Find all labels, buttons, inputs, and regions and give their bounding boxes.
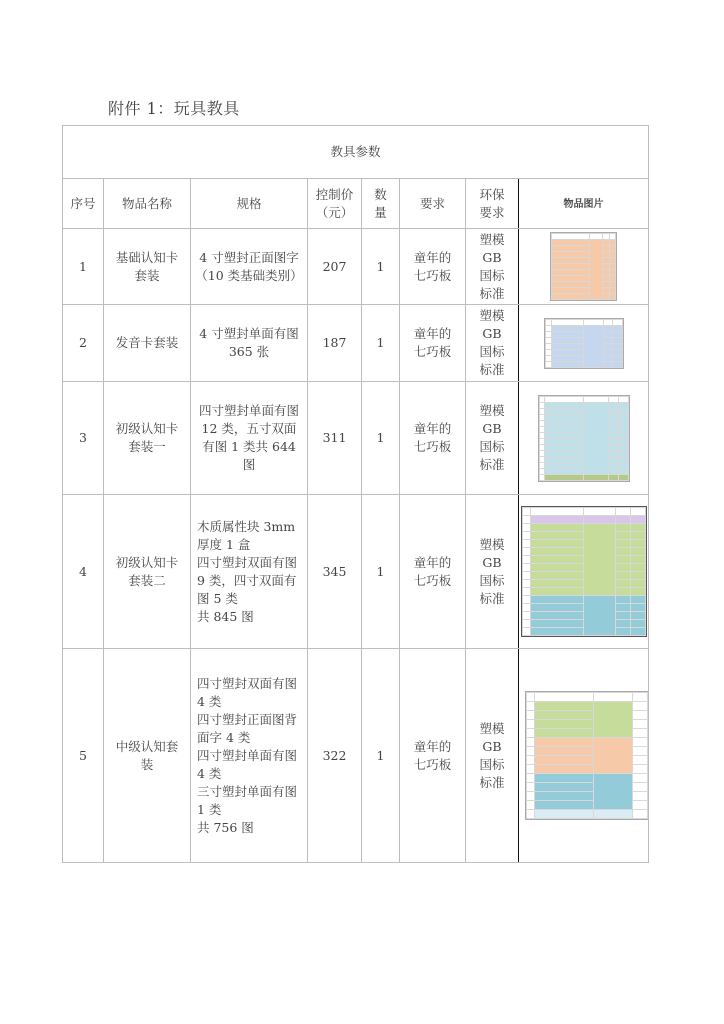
- row-eco: 塑模GB 国标标准: [466, 229, 519, 305]
- row-eco: 塑模GB 国标标准: [466, 495, 519, 649]
- table-row: [63, 495, 649, 649]
- header-price: 控制价（元）: [308, 179, 362, 229]
- row-qty: 1: [362, 649, 400, 863]
- header-spec: 规格: [191, 179, 308, 229]
- thumbnail-table-lightblue-icon: [538, 395, 630, 482]
- row-eco: 塑模GB 国标标准: [466, 649, 519, 863]
- table-row: [63, 382, 649, 495]
- row-image: [519, 495, 649, 649]
- row-image: [519, 649, 649, 863]
- table-row: [63, 305, 649, 382]
- thumbnail-table-orange-icon: [550, 232, 617, 301]
- thumbnail-table-multicolor-icon: [525, 691, 648, 820]
- row-qty: 1: [362, 382, 400, 495]
- row-qty: 1: [362, 229, 400, 305]
- row-price: 207: [308, 229, 362, 305]
- row-qty: 1: [362, 305, 400, 382]
- row-index: 2: [63, 305, 104, 382]
- thumbnail-table-green-blue-icon: [521, 506, 647, 637]
- header-name: 物品名称: [104, 179, 191, 229]
- row-eco: 塑模GB 国标标准: [466, 382, 519, 495]
- row-index: 1: [63, 229, 104, 305]
- header-image: 物品图片: [519, 179, 649, 229]
- row-eco: 塑模GB 国标标准: [466, 305, 519, 382]
- row-index: 4: [63, 495, 104, 649]
- row-requirement: 童年的七巧板: [400, 649, 466, 863]
- row-index: 5: [63, 649, 104, 863]
- header-row: [63, 179, 649, 229]
- row-name: 初级认知卡套装一: [104, 382, 191, 495]
- row-price: 311: [308, 382, 362, 495]
- header-requirement: 要求: [400, 179, 466, 229]
- row-qty: 1: [362, 495, 400, 649]
- row-requirement: 童年的七巧板: [400, 305, 466, 382]
- table-row: [63, 229, 649, 305]
- thumbnail-table-blue-icon: [544, 318, 624, 369]
- row-spec: 4 寸塑封正面图字 （10 类基础类别）: [191, 229, 308, 305]
- table-row: [63, 649, 649, 863]
- row-price: 187: [308, 305, 362, 382]
- row-requirement: 童年的七巧板: [400, 382, 466, 495]
- row-spec: 四寸塑封双面有图 4 类 四寸塑封正面图背面字 4 类 四寸塑封单面有图 4 类 三寸塑封单面有图 1 类 共 756 图: [191, 649, 308, 863]
- row-requirement: 童年的七巧板: [400, 495, 466, 649]
- row-name: 基础认知卡套装: [104, 229, 191, 305]
- row-name: 中级认知套装: [104, 649, 191, 863]
- row-image: [519, 305, 649, 382]
- row-name: 初级认知卡套装二: [104, 495, 191, 649]
- row-price: 322: [308, 649, 362, 863]
- row-image: [519, 229, 649, 305]
- row-spec: 木质属性块 3mm 厚度 1 盒 四寸塑封双面有图 9 类，四寸双面有图 5 类 共 845 图: [191, 495, 308, 649]
- row-spec: 4 寸塑封单面有图 365 张: [191, 305, 308, 382]
- row-name: 发音卡套装: [104, 305, 191, 382]
- table-caption: 教具参数: [63, 126, 649, 179]
- header-qty: 数量: [362, 179, 400, 229]
- row-spec: 四寸塑封单面有图 12 类，五寸双面有图 1 类共 644 图: [191, 382, 308, 495]
- document-title: 附件 1：玩具教具: [108, 99, 240, 118]
- teaching-aids-table: [62, 125, 649, 863]
- row-index: 3: [63, 382, 104, 495]
- row-price: 345: [308, 495, 362, 649]
- header-index: 序号: [63, 179, 104, 229]
- header-eco: 环保要求: [466, 179, 519, 229]
- row-image: [519, 382, 649, 495]
- row-requirement: 童年的七巧板: [400, 229, 466, 305]
